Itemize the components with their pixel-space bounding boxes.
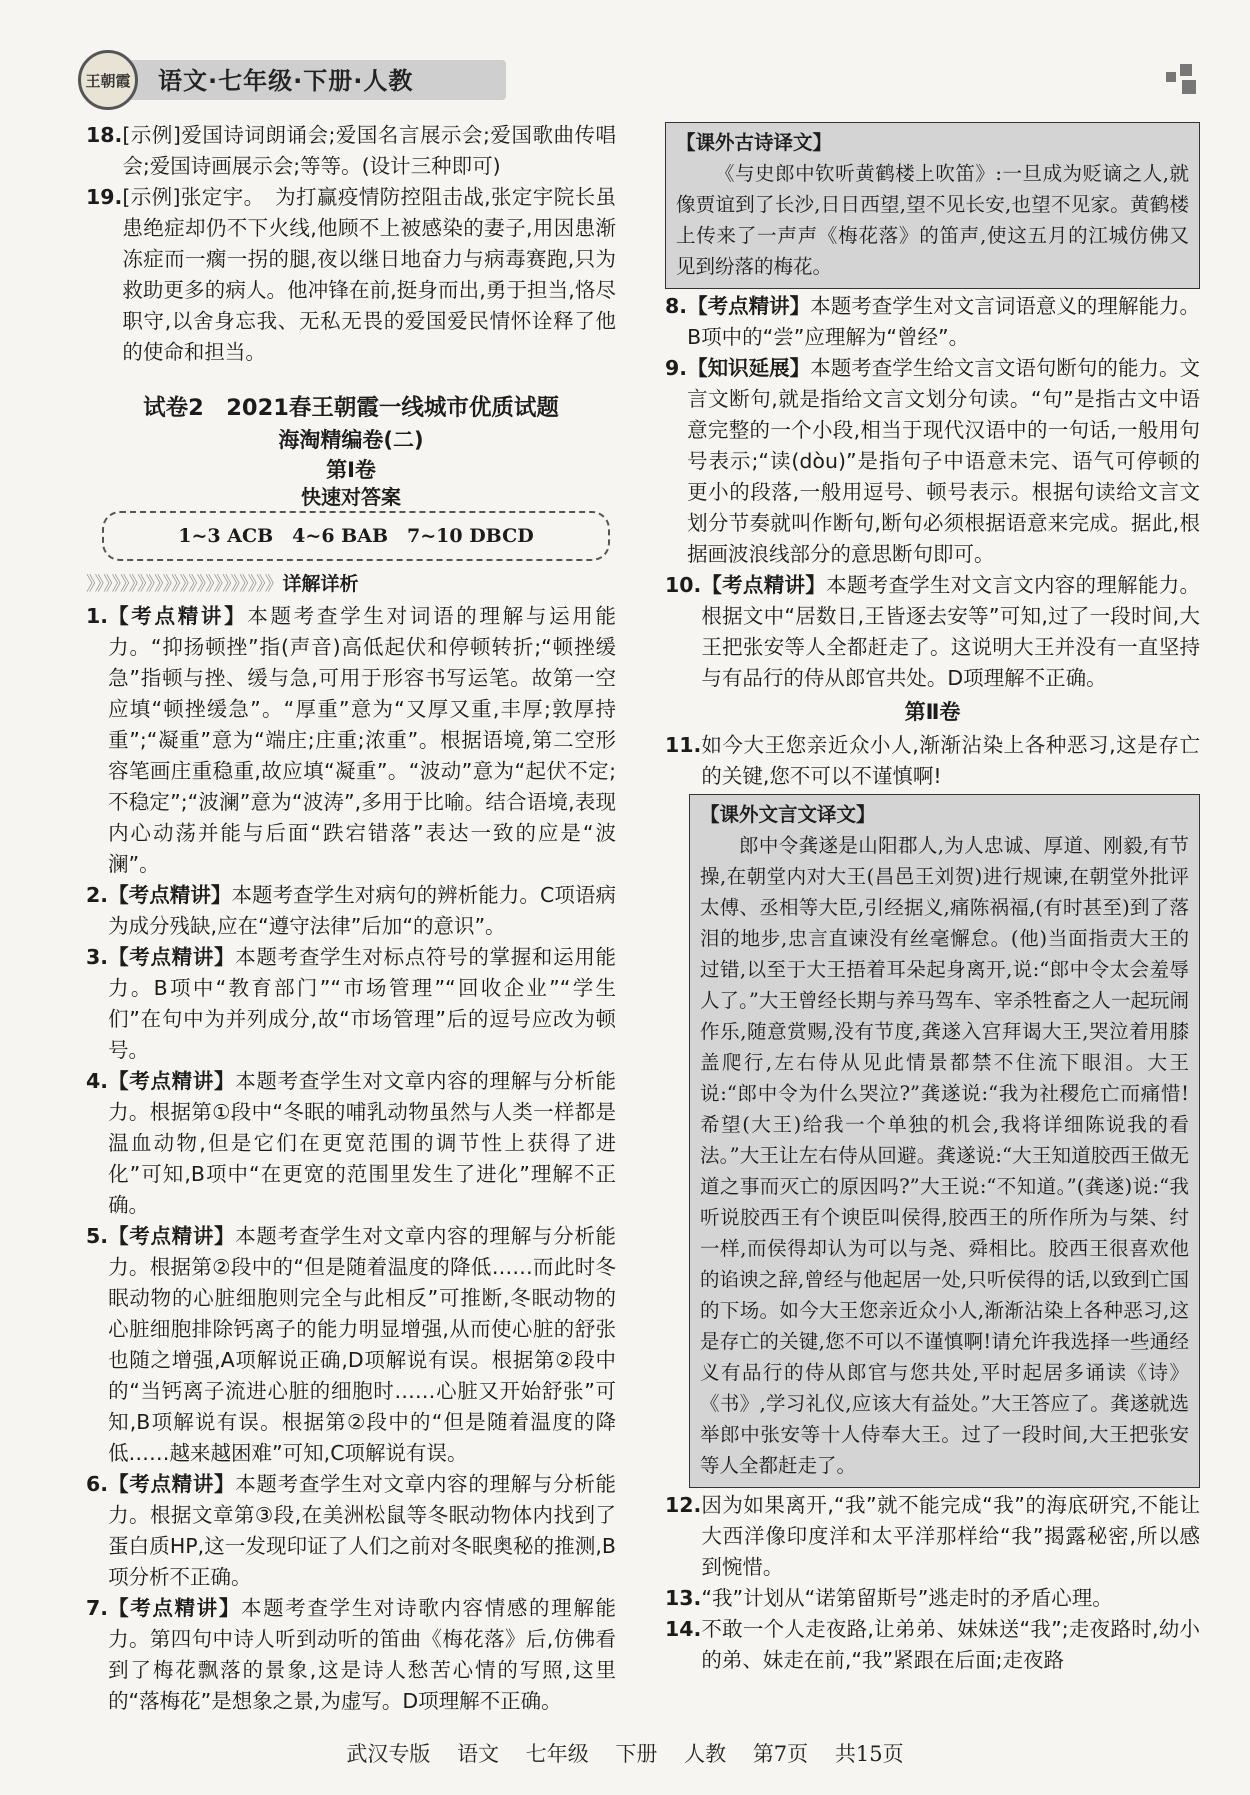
page-header [78, 50, 1198, 110]
answer-10 [665, 570, 1200, 694]
decor-square-icon [1182, 80, 1196, 94]
poem-translation-box [665, 122, 1200, 289]
answer-tag: 【考点精讲】 [108, 1596, 241, 1620]
answer-number: 13. [665, 1586, 702, 1610]
answer-text: “我”计划从“诺第留斯号”逃走时的矛盾心理。 [701, 1586, 1113, 1610]
prose-translation-text: 郎中令龚遂是山阳郡人,为人忠诚、厚道、刚毅,有节操,在朝堂内对大王(昌邑王刘贺)进行规谏,在朝堂外批评太傅、丞相等大臣,引经据义,痛陈祸福,(有时甚至)到了落泪的地步,忠言直谏没有丝毫懈怠。(他)当面指责大王的过错,以至于大王捂着耳朵起身离开,说:“郎中令太会羞辱人了。”大王曾经长期与养马驾车、宰杀牲畜之人一起玩闹作乐,随意赏赐,没有节度,龚遂入宫拜谒大王,哭泣着用膝盖爬行,左右侍从见此情景都禁不住流下眼泪。大王说:“郎中令为什么哭泣?”龚遂说:“我为社稷危亡而痛惜!希望(大王)给我一个单独的机会,我将详细陈说我的看法。”大王让左右侍从回避。龚遂说:“大王知道胶西王做无道之事而灭亡的原因吗?”大王说:“不知道。”(龚遂)说:“我听说胶西王有个谀臣叫侯得,胶西王的所作所为与桀、纣一样,而侯得却认为可以与尧、舜相比。胶西王很喜欢他的谄谀之辞,曾经与他起居一处,只听侯得的话,以致到亡国的下场。如今大王您亲近众小人,渐渐沾染上各种恶习,这是存亡的关键,您不可以不谨慎啊!请允许我选择一些通经义有品行的侍从郎官与您共处,平时起居多诵读《诗》《书》,学习礼仪,应该大有益处。”大王答应了。龚遂就选举郎中张安等十人侍奉大王。过了一段时间,大王把张安等人全都赶走了。 [700, 834, 1189, 1477]
answer-tag: 【知识延展】 [687, 356, 811, 380]
decor-square-icon [1166, 72, 1176, 82]
answer-number: 3. [86, 945, 109, 969]
answer-12 [665, 1490, 1200, 1583]
answer-number: 11. [665, 733, 702, 757]
answer-6 [86, 1469, 616, 1593]
paper-subtitle: 海淘精编卷(二) [278, 428, 424, 452]
prose-box-title: 【课外文言文译文】 [700, 803, 876, 826]
page-footer [0, 1738, 1250, 1768]
answer-text: 本题考查学生对文言文内容的理解能力。根据文中“居数日,王皆逐去安等”可知,过了一段时间,大王把张安等人全都赶走了。这说明大王并没有一直坚持与有品行的侍从郎官共处。D项理解不正确。 [701, 573, 1201, 690]
answer-text: [示例]张定宇。 为打赢疫情防控阻击战,张定宇院长虽患绝症却仍不下火线,他顾不上被感染的妻子,用因患渐冻症而一瘸一拐的腿,夜以继日地奋力与病毒赛跑,只为救助更多的病人。他冲锋在前,挺身而出,勇于担当,恪尽职守,以舍身忘我、无私无畏的爱国爱民情怀诠释了他的使命和担当。 [122, 185, 616, 364]
footer-edition: 武汉专版 [346, 1742, 431, 1766]
answer-19 [86, 182, 616, 368]
answer-number: 6. [86, 1472, 109, 1496]
prose-translation-box [689, 794, 1200, 1488]
answer-number: 8. [665, 294, 688, 318]
part-one-heading: 第Ⅰ卷 [326, 458, 376, 482]
quick-answers: 1~3 ACB 4~6 BAB 7~10 DBCD [178, 524, 534, 547]
footer-volume: 下册 [615, 1742, 658, 1766]
detail-heading [86, 567, 616, 601]
answer-11 [665, 730, 1200, 792]
answer-number: 5. [86, 1224, 109, 1248]
poem-box-title: 【课外古诗译文】 [676, 131, 833, 154]
answer-number: 18. [86, 123, 123, 147]
book-title: 语文·七年级·下册·人教 [158, 67, 414, 95]
answer-2 [86, 880, 616, 942]
answer-text: 本题考查学生对文言词语意义的理解能力。B项中的“尝”应理解为“曾经”。 [687, 294, 1200, 349]
answer-8 [665, 291, 1200, 353]
answer-number: 1. [86, 604, 109, 628]
answer-9 [665, 353, 1200, 570]
answer-5 [86, 1221, 616, 1469]
logo-text: 王朝霞 [85, 71, 131, 90]
poem-translation-text: 《与史郎中钦听黄鹤楼上吹笛》:一旦成为贬谪之人,就像贾谊到了长沙,日日西望,望不见长安,也望不见家。黄鹤楼上传来了一声声《梅花落》的笛声,使这五月的江城仿佛又见到纷落的梅花。 [676, 162, 1189, 278]
answer-3 [86, 942, 616, 1066]
footer-subject: 语文 [457, 1742, 500, 1766]
answer-text: 本题考查学生对文章内容的理解与分析能力。根据第②段中的“但是随着温度的降低……而此时冬眠动物的心脏细胞则完全与此相反”可推断,冬眠动物的心脏细胞排除钙离子的能力明显增强,从而使心脏的舒张也随之增强,A项解说正确,D项解说有误。根据第②段中的“当钙离子流进心脏的细胞时……心脏又开始舒张”可知,B项解说有误。根据第②段中的“但是随着温度的降低……越来越困难”可知,C项解说有误。 [108, 1224, 617, 1465]
answer-number: 12. [665, 1493, 702, 1517]
answer-1 [86, 601, 616, 880]
answer-number: 7. [86, 1596, 109, 1620]
answer-text: 本题考查学生对标点符号的掌握和运用能力。B项中“教育部门”“市场管理”“回收企业”“学生们”在句中为并列成分,故“市场管理”后的逗号应改为顿号。 [108, 945, 617, 1062]
answer-number: 4. [86, 1069, 109, 1093]
footer-publisher: 人教 [684, 1742, 727, 1766]
answer-text: 本题考查学生对文章内容的理解与分析能力。根据文章第③段,在美洲松鼠等冬眠动物体内找到了蛋白质HP,这一发现印证了人们之前对冬眠奥秘的推测,B项分析不正确。 [108, 1472, 617, 1589]
answer-tag: 【考点精讲】 [687, 294, 811, 318]
answer-text: 本题考查学生给文言文语句断句的能力。文言文断句,就是指给文言文划分句读。“句”是指古文中语意完整的一个小段,相当于现代汉语中的一句话,一般用句号表示;“读(dòu)”是指句子中语意未完、语气可停顿的更小的段落,一般用逗号、顿号表示。根据句读给文言文划分节奏就叫作断句,断句必须根据语意来完成。据此,根据画波浪线部分的意思断句即可。 [687, 356, 1200, 566]
answer-tag: 【考点精讲】 [108, 1224, 236, 1248]
decor-square-icon [1180, 64, 1192, 76]
answer-text: 因为如果离开,“我”就不能完成“我”的海底研究,不能让大西洋像印度洋和太平洋那样给“我”揭露秘密,所以感到惋惜。 [701, 1493, 1200, 1579]
answer-text: 如今大王您亲近众小人,渐渐沾染上各种恶习,这是存亡的关键,您不可以不谨慎啊! [701, 733, 1200, 788]
answer-number: 19. [86, 185, 123, 209]
footer-page: 第7页 [752, 1742, 809, 1766]
answer-14 [665, 1614, 1200, 1676]
quick-answer-title: 快速对答案 [301, 485, 401, 509]
answer-number: 14. [665, 1617, 702, 1641]
answer-number: 10. [665, 573, 702, 597]
answer-tag: 【考点精讲】 [701, 573, 827, 597]
answer-7 [86, 1593, 616, 1717]
answer-18 [86, 120, 616, 182]
part-two-heading: 第Ⅱ卷 [904, 700, 961, 724]
answer-13 [665, 1583, 1200, 1614]
left-column [86, 120, 616, 1717]
answer-text: 本题考查学生对词语的理解与运用能力。“抑扬顿挫”指(声音)高低起伏和停顿转折;“顿挫缓急”指顿与挫、缓与急,可用于形容书写运笔。故第一空应填“顿挫缓急”。“厚重”意为“又厚又重,丰厚;敦厚持重”;“凝重”意为“端庄;庄重;浓重”。根据语境,第二空形容笔画庄重稳重,故应填“凝重”。“波动”意为“起伏不定;不稳定”;“波澜”意为“波涛”,多用于比喻。结合语境,表现内心动荡并能与后面“跌宕错落”表达一致的应是“波澜”。 [108, 604, 617, 876]
answer-tag: 【考点精讲】 [108, 1472, 236, 1496]
paper-title: 试卷2 2021春王朝霞一线城市优质试题 [143, 395, 559, 421]
right-column [665, 120, 1200, 1676]
detail-title: 详解详析 [282, 573, 359, 595]
answer-text: 不敢一个人走夜路,让弟弟、妹妹送“我”;走夜路时,幼小的弟、妹走在前,“我”紧跟在后面;走夜路 [701, 1617, 1200, 1672]
answer-number: 2. [86, 883, 109, 907]
answer-text: [示例]爱国诗词朗诵会;爱国名言展示会;爱国歌曲传唱会;爱国诗画展示会;等等。(设计三种即可) [122, 123, 616, 178]
footer-total: 共15页 [834, 1742, 904, 1766]
answer-text: 本题考查学生对病句的辨析能力。C项语病为成分残缺,应在“遵守法律”后加“的意识”。 [108, 883, 616, 938]
footer-grade: 七年级 [525, 1742, 589, 1766]
answer-tag: 【考点精讲】 [108, 1069, 236, 1093]
chevrons-decoration: 》》》》》》》》》》》》》》》》》》》》》》 [86, 573, 283, 595]
answer-text: 本题考查学生对文章内容的理解与分析能力。根据第①段中“冬眠的哺乳动物虽然与人类一样都是温血动物,但是它们在更宽范围的调节性上获得了进化”可知,B项中“在更宽的范围里发生了进化”理解不正确。 [108, 1069, 617, 1217]
answer-number: 9. [665, 356, 688, 380]
answer-text: 本题考查学生对诗歌内容情感的理解能力。第四句中诗人听到动听的笛曲《梅花落》后,仿佛看到了梅花飘落的景象,这是诗人愁苦心情的写照,这里的“落梅花”是想象之景,为虚写。D项理解不正确。 [108, 1596, 616, 1713]
answer-tag: 【考点精讲】 [108, 945, 236, 969]
brand-logo [78, 50, 138, 110]
answer-tag: 【考点精讲】 [108, 604, 248, 628]
answer-4 [86, 1066, 616, 1221]
answer-tag: 【考点精讲】 [108, 883, 232, 907]
quick-answer-box [102, 511, 610, 561]
